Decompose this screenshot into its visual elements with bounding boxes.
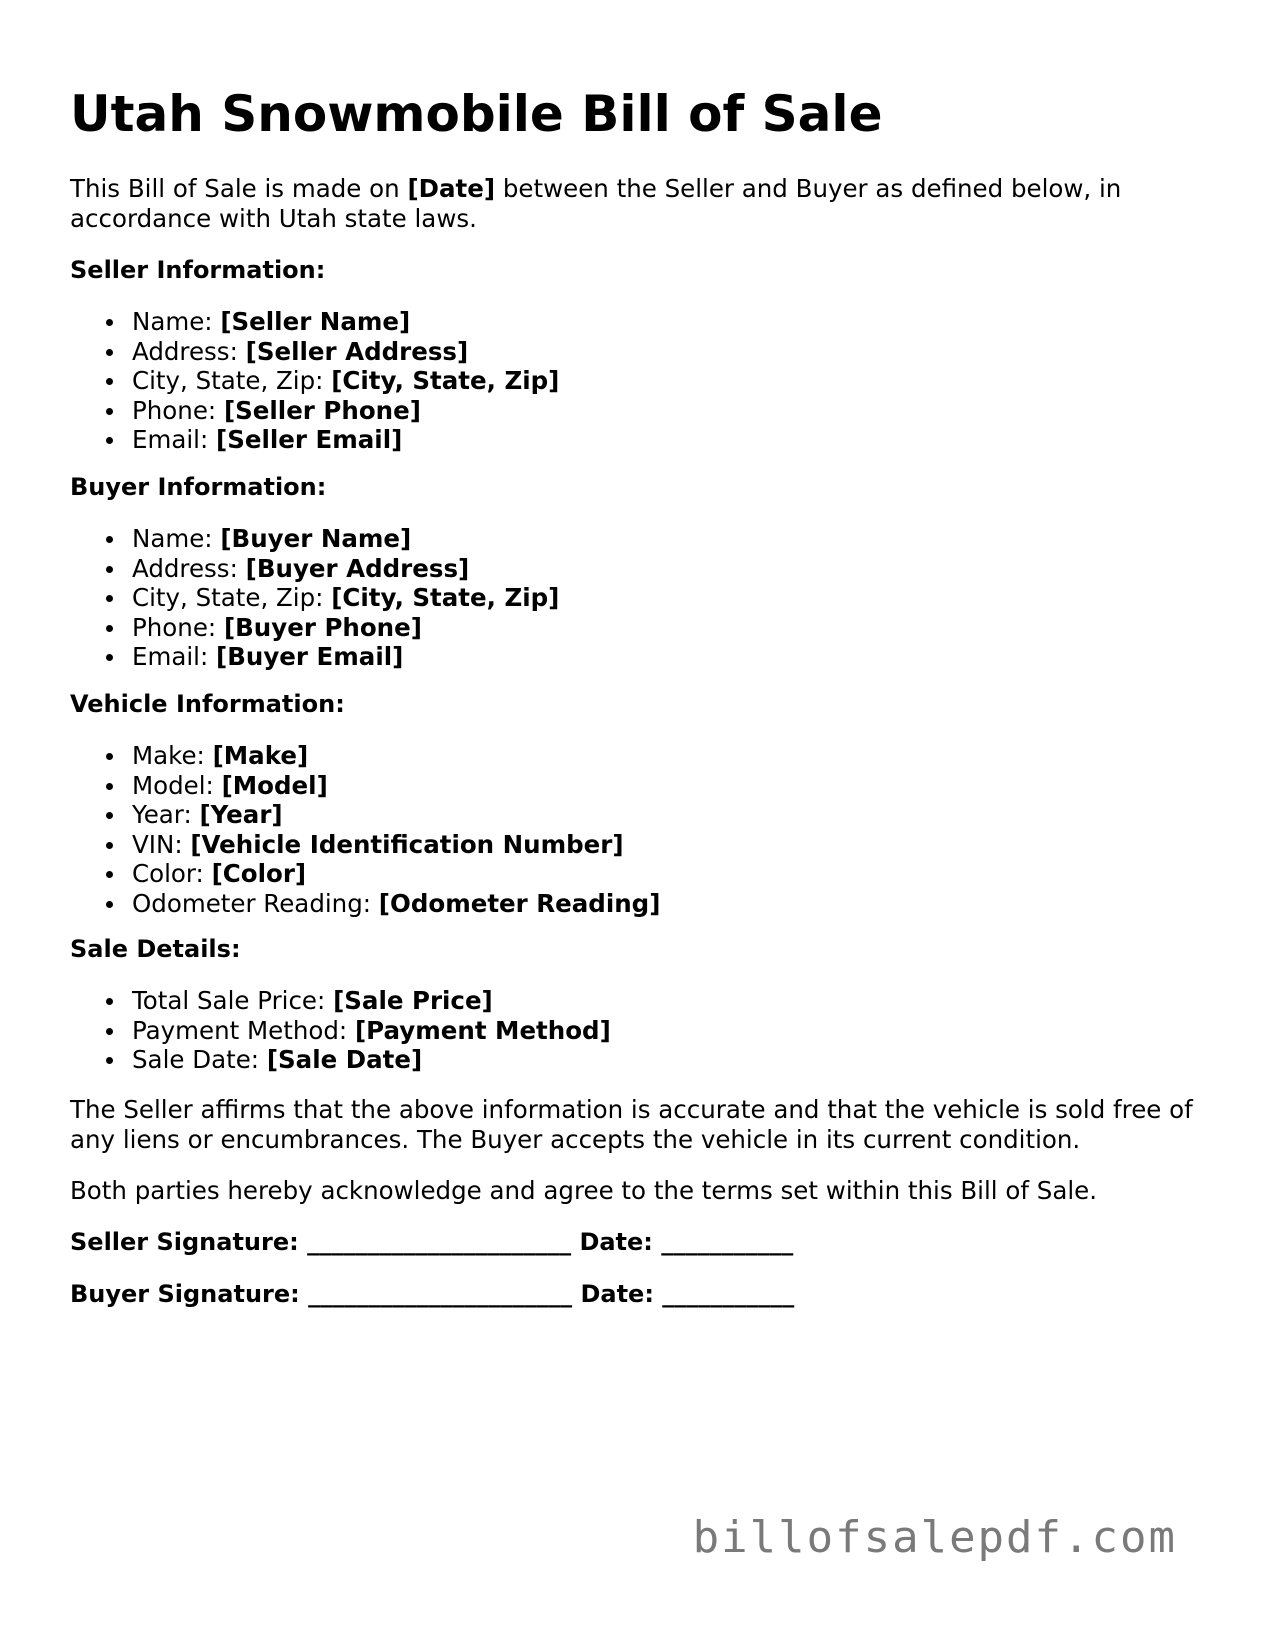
list-item (70, 425, 559, 455)
field-value: [Sale Date] (266, 1045, 423, 1075)
field-value: [Model] (221, 770, 328, 800)
intro-text-after: between the Seller and Buyer as defined below, in accordance with Utah state laws. (70, 174, 1122, 233)
sale-section-heading: Sale Details: (70, 935, 241, 963)
field-value: [Make] (212, 741, 309, 770)
list-item (70, 366, 559, 396)
field-value: [Seller Address] (245, 336, 469, 366)
list-item (70, 830, 660, 860)
affirmation-paragraph: The Seller affirms that the above information is accurate and that the vehicle is sold free of any liens or encumbrances. The Buyer accepts the vehicle in its current condition. (70, 1095, 1193, 1154)
list-item (70, 741, 660, 771)
vehicle-info-list (70, 741, 660, 919)
list-item (70, 642, 559, 672)
field-value: [Vehicle Identification Number] (190, 829, 624, 859)
list-item (70, 307, 559, 337)
field-value: [City, State, Zip] (331, 583, 560, 613)
seller-signature-line: Seller Signature: ______________________ Date: ___________ (70, 1228, 794, 1256)
buyer-signature-line: Buyer Signature: ______________________ Date: ___________ (70, 1280, 795, 1308)
field-value: [Buyer Phone] (223, 612, 422, 642)
list-item (70, 396, 559, 426)
buyer-info-list (70, 524, 559, 672)
field-label: Email: (132, 642, 217, 672)
field-label: VIN: (132, 829, 191, 859)
intro-paragraph (70, 174, 1200, 234)
field-label: Total Sale Price: (132, 986, 334, 1015)
seller-section-heading: Seller Information: (70, 256, 326, 284)
field-label: Email: (132, 425, 217, 455)
list-item (70, 583, 559, 613)
field-label: Color: (132, 859, 212, 889)
list-item (70, 859, 660, 889)
list-item (70, 889, 660, 919)
field-value: [Year] (199, 800, 283, 830)
field-value: [Sale Price] (333, 986, 493, 1015)
buyer-section-heading: Buyer Information: (70, 473, 327, 501)
field-value: [Payment Method] (354, 1015, 611, 1045)
list-item (70, 1045, 611, 1075)
intro-text-before: This Bill of Sale is made on (70, 174, 408, 203)
field-value: [Seller Name] (220, 307, 411, 336)
acknowledgement-paragraph: Both parties hereby acknowledge and agree to the terms set within this Bill of Sale. (70, 1176, 1098, 1205)
field-label: Name: (132, 307, 221, 336)
field-value: [Buyer Address] (245, 553, 470, 583)
list-item (70, 771, 660, 801)
field-label: Payment Method: (132, 1015, 355, 1045)
list-item (70, 554, 559, 584)
list-item (70, 524, 559, 554)
field-value: [City, State, Zip] (331, 366, 560, 396)
intro-date-placeholder: [Date] (407, 174, 496, 203)
field-label: Phone: (132, 395, 224, 425)
list-item (70, 613, 559, 643)
field-label: Address: (132, 336, 246, 366)
field-label: Make: (132, 741, 213, 770)
field-label: Name: (132, 524, 221, 553)
list-item (70, 800, 660, 830)
field-value: [Seller Email] (216, 425, 403, 455)
field-label: City, State, Zip: (132, 366, 332, 396)
list-item (70, 1016, 611, 1046)
list-item (70, 986, 611, 1016)
field-value: [Buyer Name] (220, 524, 412, 553)
field-value: [Buyer Email] (216, 642, 404, 672)
field-label: Odometer Reading: (132, 888, 379, 918)
vehicle-section-heading: Vehicle Information: (70, 690, 345, 718)
field-label: Sale Date: (132, 1045, 267, 1075)
field-label: Year: (132, 800, 200, 830)
list-item (70, 337, 559, 367)
field-value: [Seller Phone] (223, 395, 421, 425)
page-title: Utah Snowmobile Bill of Sale (70, 85, 883, 143)
field-label: Phone: (132, 612, 224, 642)
field-label: Address: (132, 553, 246, 583)
field-value: [Color] (211, 859, 307, 889)
field-label: Model: (132, 770, 222, 800)
watermark-text: billofsalepdf.com (692, 1512, 1177, 1563)
field-value: [Odometer Reading] (378, 888, 661, 918)
sale-details-list (70, 986, 611, 1075)
field-label: City, State, Zip: (132, 583, 332, 613)
seller-info-list (70, 307, 559, 455)
